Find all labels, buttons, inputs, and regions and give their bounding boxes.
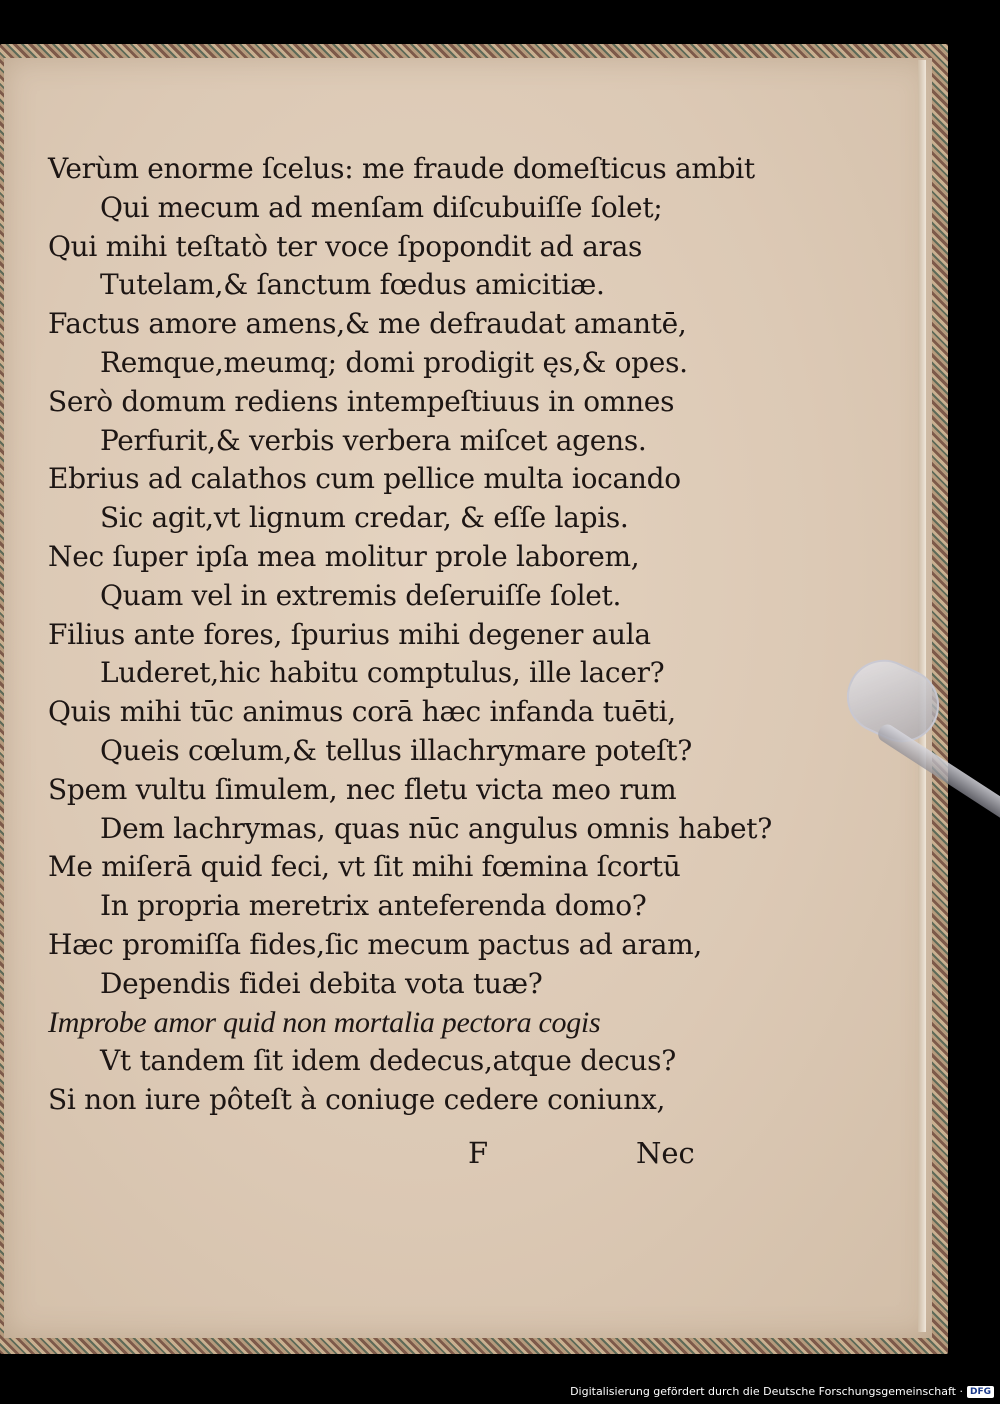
verse-line: Luderet,hic habitu comptulus, ille lacer?	[100, 656, 665, 690]
footer-credit: Digitalisierung gefördert durch die Deutsche Forschungsgemeinschaft ·	[570, 1385, 963, 1398]
verse-line: Dem lachrymas, quas nūc angulus omnis habet?	[100, 811, 772, 845]
verse-line: Verùm enorme ſcelus: me fraude domeſticus ambit	[48, 152, 755, 185]
verse-line: Si non iure pôteſt à coniuge cedere coniunx,	[48, 1083, 666, 1117]
catchword: Nec	[636, 1136, 695, 1170]
verse-line: Qui mihi teſtatò ter voce ſpopondit ad aras	[48, 229, 643, 263]
dfg-logo-icon: DFG	[967, 1386, 994, 1398]
footer	[570, 1385, 994, 1398]
verse-line: Me miſerā quid feci, vt ſit mihi fœmina ſcortū	[48, 850, 681, 884]
signature-mark: F	[468, 1136, 489, 1170]
verse-line: Qui mecum ad menſam diſcubuiſſe ſolet;	[100, 190, 663, 224]
verse-line: In propria meretrix anteferenda domo?	[100, 889, 647, 923]
verse-line: Sic agit,vt lignum credar, & eſſe lapis.	[100, 501, 629, 535]
verse-line: Queis cœlum,& tellus illachrymare poteſt?	[100, 733, 692, 767]
verse-line: Filius ante fores, ſpurius mihi degener aula	[48, 617, 651, 651]
verse-line: Hæc promiſſa fides,ſic mecum pactus ad aram,	[48, 927, 702, 961]
verse-line: Quis mihi tūc animus corā hæc infanda tuēti,	[48, 695, 676, 729]
verse-line: Improbe amor quid non mortalia pectora cogis	[48, 1005, 601, 1039]
poem-text-block	[48, 150, 868, 1120]
verse-line: Perfurit,& verbis verbera miſcet agens.	[100, 423, 647, 457]
verse-line: Serò domum rediens intempeſtiuus in omnes	[48, 384, 675, 418]
verse-line: Factus amore amens,& me defraudat amantē,	[48, 307, 687, 341]
verse-line: Quam vel in extremis deſeruiſſe ſolet.	[100, 578, 622, 612]
verse-line: Tutelam,& ſanctum fœdus amicitiæ.	[100, 268, 605, 302]
verse-line: Remque,meumq; domi prodigit ęs,& opes.	[100, 345, 688, 379]
verse-line: Dependis fidei debita vota tuæ?	[100, 966, 543, 1000]
page-foot	[0, 1136, 1000, 1176]
verse-line: Vt tandem ſit idem dedecus,atque decus?	[100, 1044, 676, 1078]
verse-line: Nec ſuper ipſa mea molitur prole laborem,	[48, 539, 640, 573]
verse-line: Ebrius ad calathos cum pellice multa iocando	[48, 462, 681, 496]
verse-line: Spem vultu ſimulem, nec fletu victa meo rum	[48, 772, 677, 806]
